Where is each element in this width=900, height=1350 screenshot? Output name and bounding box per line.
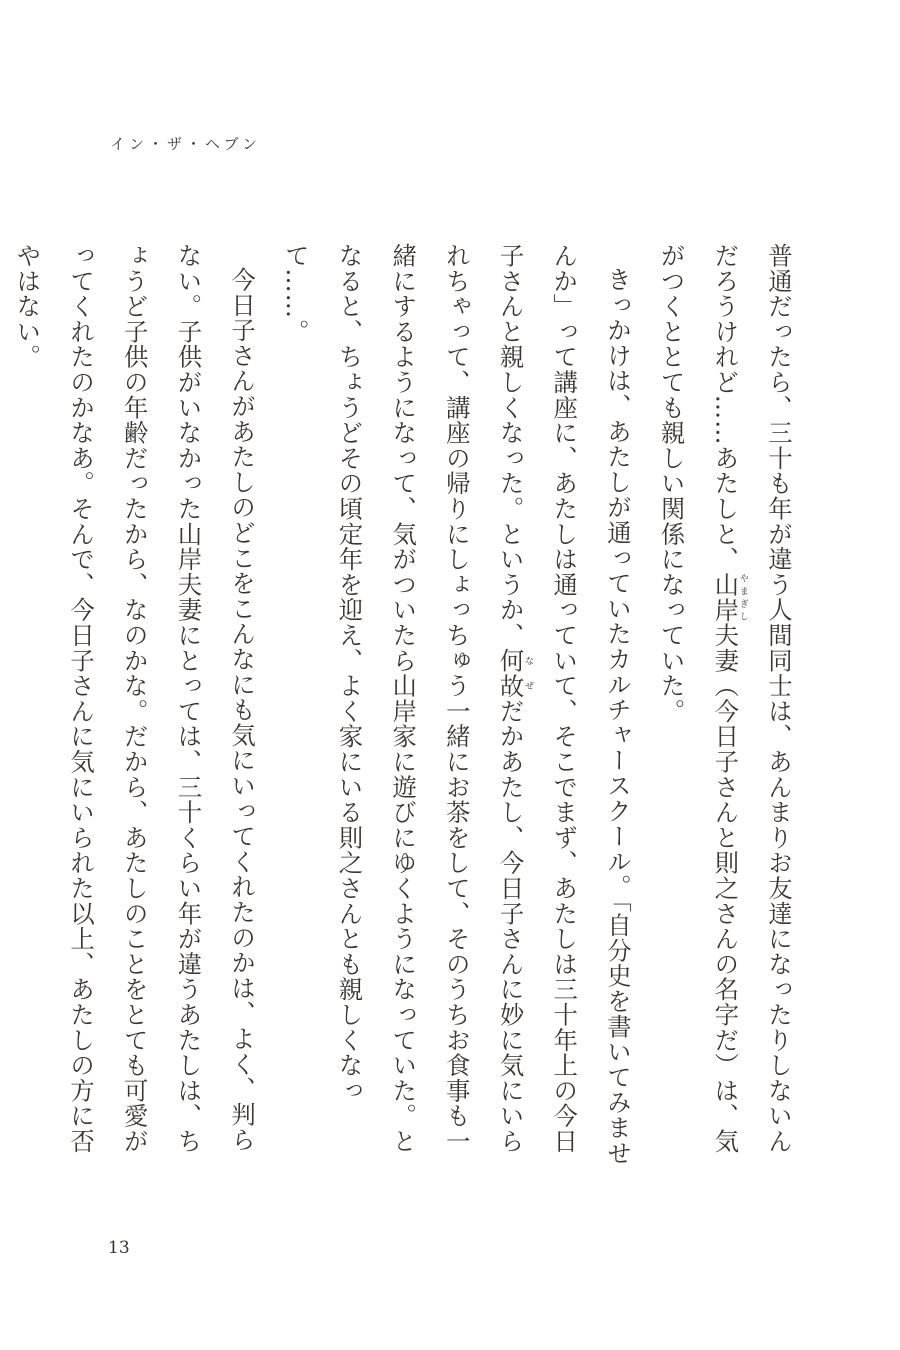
paragraph-2 — [268, 243, 644, 1168]
paragraph-2-text-a: きっかけは、あたしが通っていたカルチャースクール。「自分史を書いてみませんか」って講座に、あたしは通っていて、そこでまず、あたしは三十年上の今日子さんと親しくなった。というか、 — [495, 243, 632, 1166]
running-header: イン・ザ・ヘブン — [110, 135, 261, 153]
paragraph-2-text-b: だかあたし、今日子さんに妙に気にいられちゃって、講座の帰りにしょっちゅう一緒にお茶をして、そのうちお食事も一緒にするようになって、気がついたら山岸家に遊びにゆくようになっていた。となると、ちょうどその頃定年を迎え、よく家にいる則之さんとも親しくなって……。 — [280, 243, 525, 1154]
ruby-yamagishi-reading: やまぎし — [737, 571, 748, 623]
ruby-naze-reading: なぜ — [523, 647, 534, 699]
paragraph-1 — [644, 243, 805, 1168]
ruby-naze-base: 何故 — [495, 647, 525, 699]
body-text — [12, 243, 805, 1168]
paragraph-1-text-a: 普通だったら、三十も年が違う人間同士は、あんまりお友達になったりしないんだろうけれど……あたしと、 — [710, 243, 793, 1154]
paragraph-1-text-b: 夫妻（今日子さんと則之さんの名字だ）は、気がつくととても親しい関係になっていた。 — [656, 243, 740, 1154]
ruby-yamagishi — [710, 571, 748, 623]
paragraph-3: 今日子さんがあたしのどこをこんなにも気にいってくれたのかは、よく、判らない。子供がいなかった山岸夫妻にとっては、三十くらい年が違うあたしは、ちょうど子供の年齢だったから、なのかな。だから、あたしのことをとても可愛がってくれたのかなあ。そんで、今日子さんに気にいられた以上、あたしの方に否やはない。 — [12, 243, 257, 1154]
ruby-naze — [495, 647, 534, 699]
ruby-yamagishi-base: 山岸 — [710, 571, 740, 623]
page-number: 13 — [108, 1238, 130, 1258]
